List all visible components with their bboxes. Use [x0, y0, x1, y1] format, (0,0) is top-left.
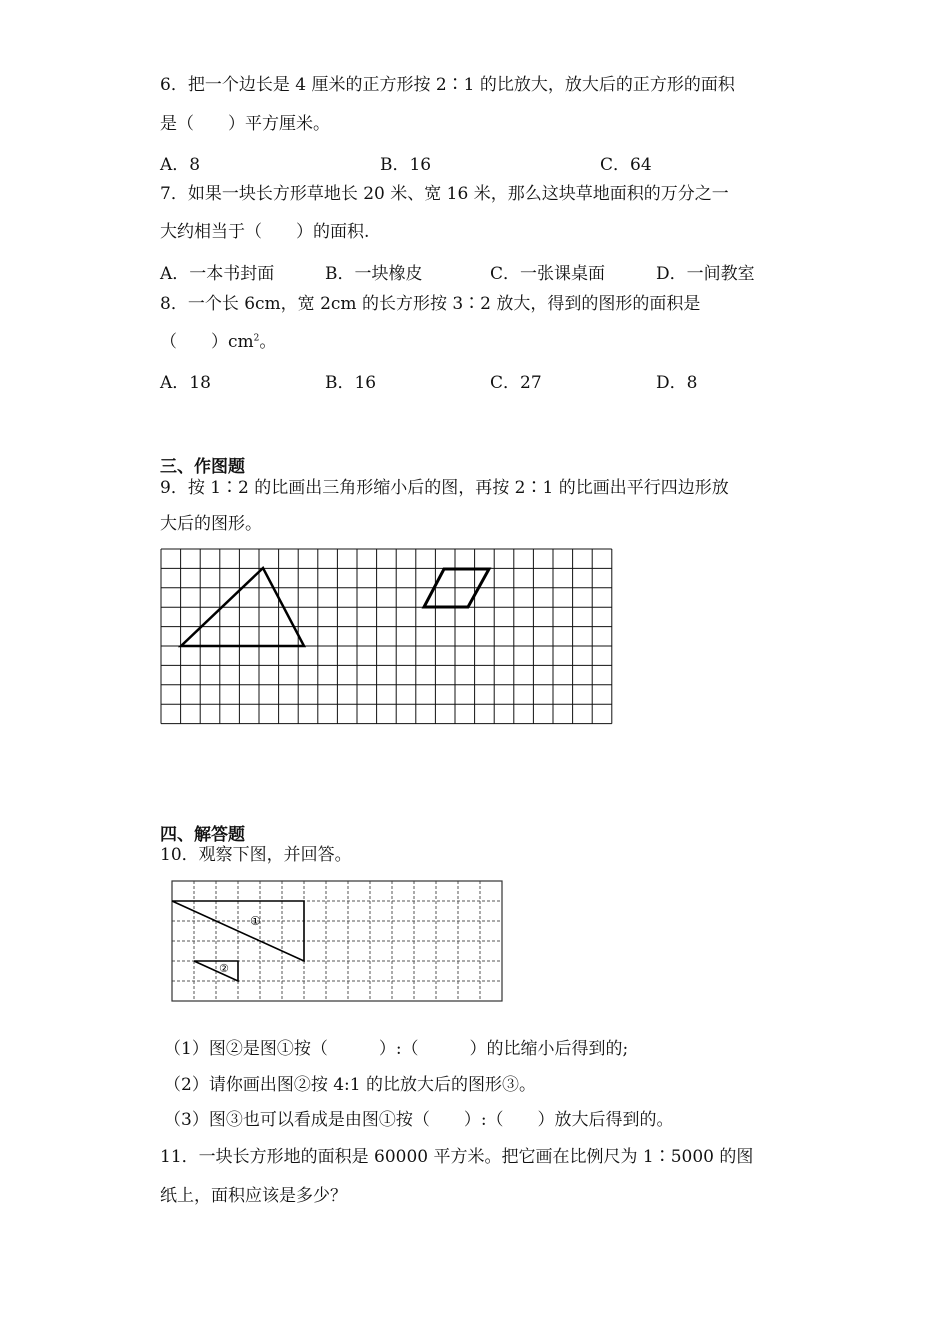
figure-1-label: ① [250, 914, 261, 928]
q7-option-b: B．一块橡皮 [325, 264, 423, 284]
q8-option-b: B．16 [325, 373, 377, 393]
q6-option-a: A．8 [160, 155, 201, 175]
q9-line1: 9．按 1∶2 的比画出三角形缩小后的图，再按 2∶1 的比画出平行四边形放 [160, 478, 729, 498]
q9-grid-figure [155, 544, 620, 730]
q10-sub3: （3）图③也可以看成是由图①按（ ）:（ ）放大后得到的。 [164, 1110, 674, 1130]
q7-option-d: D．一间教室 [656, 264, 755, 284]
section-3-heading: 三、作图题 [160, 457, 245, 477]
q6-option-b: B．16 [380, 155, 432, 175]
section-4-heading: 四、解答题 [160, 825, 245, 845]
q8-option-a: A．18 [160, 373, 211, 393]
q6-option-c: C．64 [600, 155, 652, 175]
q8-option-c: C．27 [490, 373, 542, 393]
q6-line1: 6．把一个边长是 4 厘米的正方形按 2∶1 的比放大，放大后的正方形的面积 [160, 75, 735, 95]
q7-line2: 大约相当于（ ）的面积. [160, 222, 370, 242]
q6-line2: 是（ ）平方厘米。 [160, 114, 330, 134]
q7-option-c: C．一张课桌面 [490, 264, 606, 284]
q7-line1: 7．如果一块长方形草地长 20 米、宽 16 米，那么这块草地面积的万分之一 [160, 184, 729, 204]
q10-grid-figure [168, 877, 508, 1005]
q11-line1: 11．一块长方形地的面积是 60000 平方米。把它画在比例尺为 1∶5000 的图 [160, 1147, 754, 1167]
q10-line1: 10．观察下图，并回答。 [160, 845, 352, 865]
q10-sub2: （2）请你画出图②按 4:1 的比放大后的图形③。 [164, 1075, 536, 1095]
q9-line2: 大后的图形。 [160, 514, 262, 534]
q11-line2: 纸上，面积应该是多少？ [160, 1186, 347, 1206]
q8-option-d: D．8 [656, 373, 698, 393]
q8-superscript: 2 [253, 333, 260, 344]
figure-2-label: ② [219, 962, 229, 975]
q8-line2: （ ）$cm^2$。 [160, 332, 277, 352]
q10-sub1: （1）图②是图①按（ ）:（ ）的比缩小后得到的; [164, 1039, 629, 1059]
q8-line1: 8．一个长 6cm，宽 2cm 的长方形按 3∶2 放大，得到的图形的面积是 [160, 294, 701, 314]
q7-option-a: A．一本书封面 [160, 264, 275, 284]
